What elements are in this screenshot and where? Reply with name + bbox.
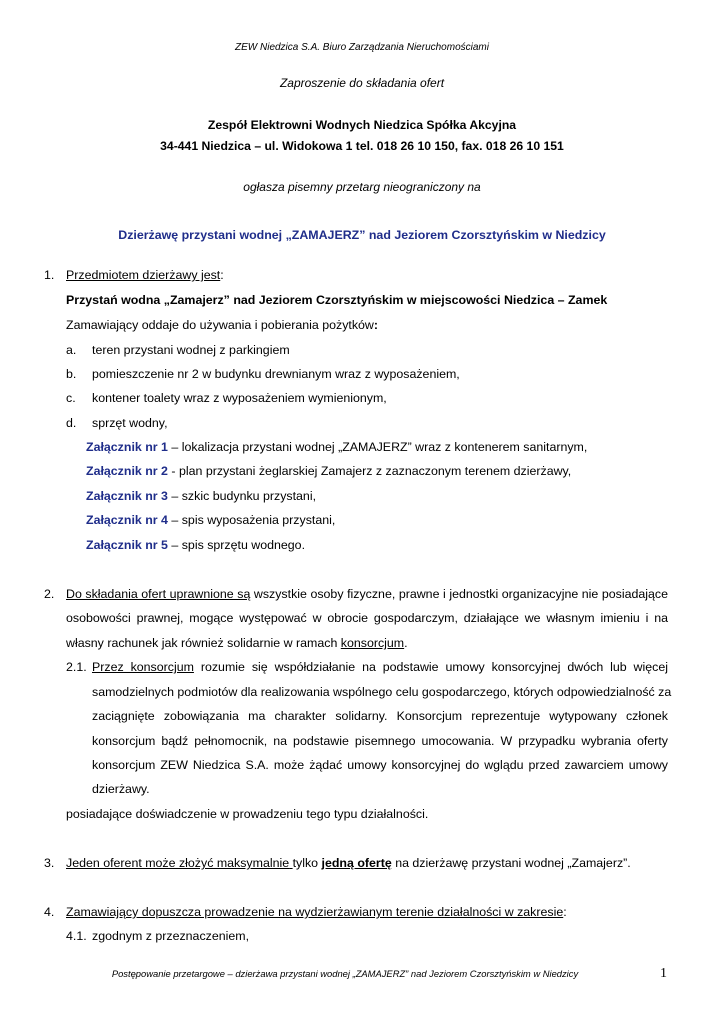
attachment-3: Załącznik nr 3 – szkic budynku przystani, — [86, 489, 317, 503]
list-item-marker: d. — [66, 416, 77, 430]
section-2-number: 2. — [44, 587, 55, 601]
section-2-line-3: własny rachunek jak również solidarnie w ramach konsorcjum. — [66, 636, 408, 650]
subsection-2-1-line-2: samodzielnych podmiotów dla realizowania wspólnego celu gospodarczego, których odpowiedzialność za — [92, 685, 672, 699]
section-3-text: Jeden oferent może złożyć maksymalnie tylko jedną ofertę na dzierżawę przystani wodnej „Zamajerz”. — [66, 856, 631, 870]
subsection-4-1-text: zgodnym z przeznaczeniem, — [92, 929, 250, 943]
section-1-intro: Zamawiający oddaje do używania i pobierania pożytków: — [66, 318, 379, 332]
section-3-number: 3. — [44, 856, 55, 870]
subsection-2-1-number: 2.1. — [66, 660, 87, 674]
invitation-title: Zaproszenie do składania ofert — [279, 76, 445, 90]
section-4-number: 4. — [44, 905, 55, 919]
attachment-4: Załącznik nr 4 – spis wyposażenia przystani, — [86, 513, 336, 527]
attachment-5: Załącznik nr 5 – spis sprzętu wodnego. — [86, 538, 306, 552]
subsection-4-1-number: 4.1. — [66, 929, 87, 943]
section-4-heading: Zamawiający dopuszcza prowadzenie na wydzierżawianym terenie działalności w zakresie: — [66, 905, 567, 919]
list-item: sprzęt wodny, — [92, 416, 168, 430]
company-address: 34-441 Niedzica – ul. Widokowa 1 tel. 018 26 10 150, fax. 018 26 10 151 — [160, 139, 564, 153]
subsection-2-1-line-3: zaciągnięte zobowiązania ma charakter solidarny. Konsorcjum reprezentuje wytypowany członek — [92, 709, 668, 723]
page-header: ZEW Niedzica S.A. Biuro Zarządzania Nieruchomościami — [235, 42, 489, 53]
list-item-marker: a. — [66, 343, 77, 357]
company-name: Zespół Elektrowni Wodnych Niedzica Spółka Akcyjna — [207, 118, 517, 132]
subsection-2-1-line-6: dzierżawy. — [92, 782, 150, 796]
subsection-2-1-line-5: konsorcjum ZEW Niedzica S.A. może żądać umowy konsorcyjnej do wglądu przed zawarciem umowy — [92, 758, 668, 772]
section-2-line-2: osobowości prawnej, mogące występować w obrocie gospodarczym, działające we własnym imieniu i na — [66, 611, 668, 625]
subsection-2-1-line-4: konsorcjum bądź pełnomocnik, na podstawie pisemnego umocowania. W przypadku wybrania oferty — [92, 734, 668, 748]
attachment-2: Załącznik nr 2 - plan przystani żeglarskiej Zamajerz z zaznaczonym terenem dzierżawy, — [86, 464, 572, 478]
announcement: ogłasza pisemny przetarg nieograniczony na — [243, 180, 481, 194]
list-item: pomieszczenie nr 2 w budynku drewnianym wraz z wyposażeniem, — [92, 367, 460, 381]
section-1-number: 1. — [44, 268, 55, 282]
list-item: teren przystani wodnej z parkingiem — [92, 343, 290, 357]
section-2-tail: posiadające doświadczenie w prowadzeniu tego typu działalności. — [66, 807, 429, 821]
subsection-2-1-line-1: Przez konsorcjum rozumie się współdziałanie na podstawie umowy konsorcyjnej dwóch lub więcej — [92, 660, 668, 674]
tender-subject: Dzierżawę przystani wodnej „ZAMAJERZ” nad Jeziorem Czorsztyńskim w Niedzicy — [118, 228, 606, 242]
section-1-heading: Przedmiotem dzierżawy jest: — [66, 268, 224, 282]
list-item-marker: c. — [66, 391, 76, 405]
section-1-object: Przystań wodna „Zamajerz” nad Jeziorem Czorsztyńskim w miejscowości Niedzica – Zamek — [66, 293, 608, 307]
attachment-1: Załącznik nr 1 – lokalizacja przystani wodnej „ZAMAJERZ” wraz z kontenerem sanitarnym, — [86, 440, 588, 454]
page-number: 1 — [660, 966, 667, 981]
section-2-line-1: Do składania ofert uprawnione są wszystkie osoby fizyczne, prawne i jednostki organizacyjne nie posiadające — [66, 587, 668, 601]
page-footer: Postępowanie przetargowe – dzierżawa przystani wodnej „ZAMAJERZ” nad Jeziorem Czorsztyńskim w Niedzicy — [111, 968, 579, 979]
list-item: kontener toalety wraz z wyposażeniem wymienionym, — [92, 391, 387, 405]
list-item-marker: b. — [66, 367, 77, 381]
